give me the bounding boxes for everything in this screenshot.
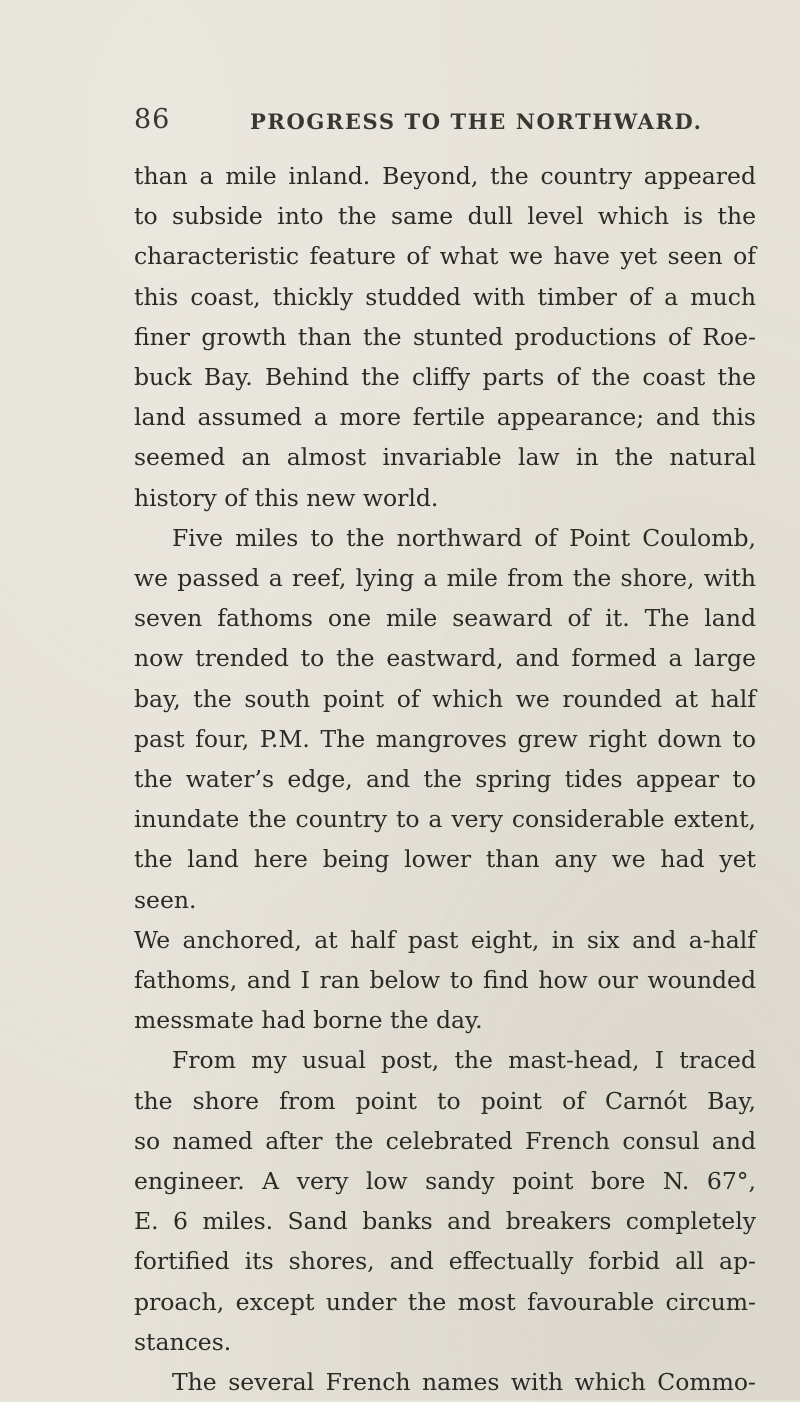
text-line: so named after the celebrated French consul and (134, 1126, 756, 1155)
text-line: Five miles to the northward of Point Coulomb, (172, 523, 756, 552)
text-line: to subside into the same dull level which is the (134, 202, 756, 231)
text-line: fortified its shores, and effectually forbid all ap- (134, 1247, 756, 1276)
text-line: buck Bay. Behind the cliffy parts of the coast the (134, 363, 756, 392)
text-line: fathoms, and I ran below to find how our wounded (134, 966, 756, 995)
text-line: seemed an almost invariable law in the natural (134, 443, 756, 472)
text-line: bay, the south point of which we rounded at half (134, 684, 756, 713)
text-line: this coast, thickly studded with timber of a much (134, 282, 756, 311)
text-line: the land here being lower than any we had yet seen. (134, 845, 756, 914)
text-line: the shore from point to point of Carnót Bay, (134, 1086, 756, 1115)
paragraph-2 (134, 518, 756, 1041)
text-line: past four, P.M. The mangroves grew right down to (134, 724, 756, 753)
running-head (134, 104, 754, 144)
running-title: PROGRESS TO THE NORTHWARD. (250, 109, 703, 134)
text-line: messmate had borne the day. (134, 1006, 483, 1035)
text-line: inundate the country to a very considerable extent, (134, 805, 756, 834)
text-line: than a mile inland. Beyond, the country appeared (134, 162, 756, 190)
text-line: The several French names with which Commo- (172, 1368, 756, 1397)
paragraph-1 (134, 156, 756, 518)
text-line: E. 6 miles. Sand banks and breakers completely (134, 1207, 756, 1236)
text-line: seven fathoms one mile seaward of it. The land (134, 604, 756, 633)
text-line: history of this new world. (134, 483, 439, 512)
paragraph-4 (134, 1362, 756, 1402)
text-line: land assumed a more fertile appearance; and this (134, 403, 756, 432)
page-number: 86 (134, 104, 171, 135)
text-line: proach, except under the most favourable circum- (134, 1287, 756, 1316)
paragraph-3 (134, 1040, 756, 1362)
text-line: We anchored, at half past eight, in six and a-half (134, 925, 756, 954)
body-text (134, 156, 756, 1402)
text-line: characteristic feature of what we have yet seen of (134, 242, 756, 271)
text-line: the water’s edge, and the spring tides appear to (134, 765, 756, 794)
text-line: engineer. A very low sandy point bore N. 67°, (134, 1167, 756, 1196)
text-line: From my usual post, the mast-head, I traced (172, 1046, 756, 1075)
text-line: we passed a reef, lying a mile from the shore, with (134, 564, 756, 593)
text-line: finer growth than the stunted productions of Roe- (134, 322, 756, 351)
text-line: stances. (134, 1327, 232, 1356)
text-line: now trended to the eastward, and formed a large (134, 644, 756, 673)
